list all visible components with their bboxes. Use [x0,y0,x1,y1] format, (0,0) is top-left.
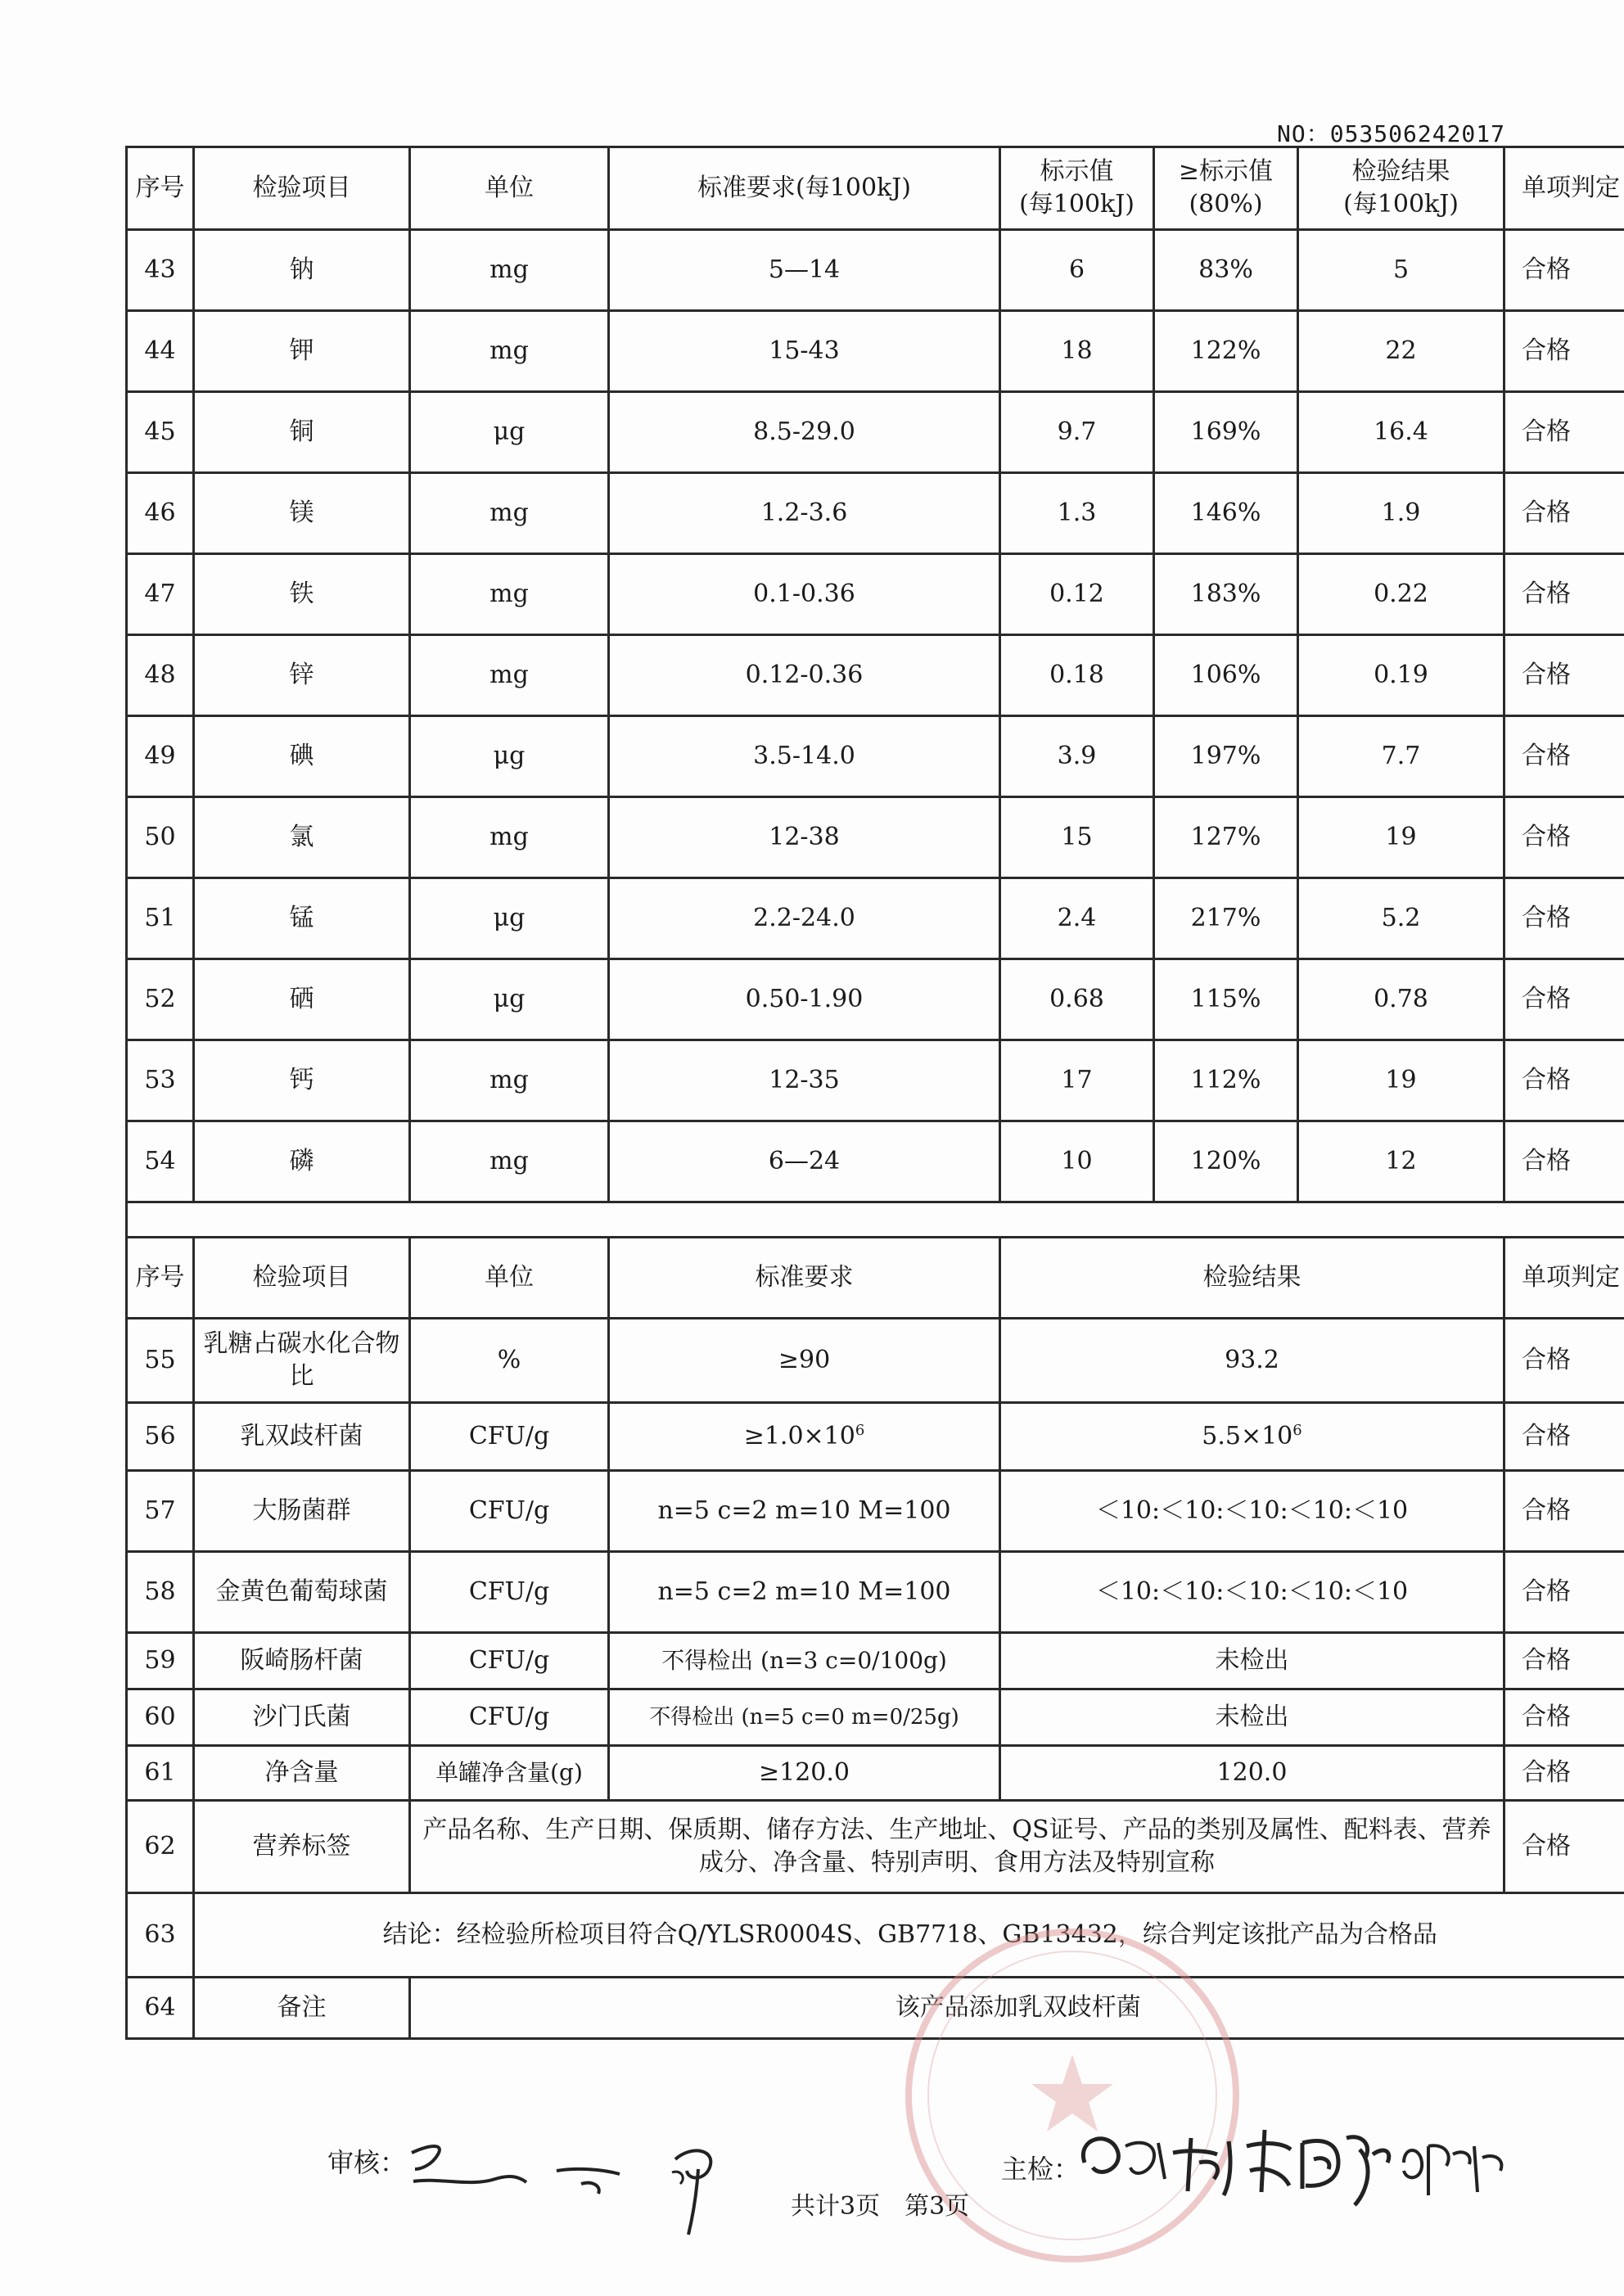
remark-row [127,1978,1624,2039]
row-standard [609,1403,1000,1471]
table-row [127,554,1624,635]
table-row [127,797,1624,878]
row-ge-label-pct: 197% [1154,716,1298,797]
row-result: 5.2 [1298,878,1504,959]
row-standard: 12-35 [609,1040,1000,1121]
table-row [127,1689,1624,1746]
row-judgment: 合格 [1504,1040,1624,1121]
row-unit: mg [410,797,609,878]
row-seq: 52 [127,959,194,1040]
row-seq: 44 [127,311,194,392]
row-item: 硒 [194,959,410,1040]
row-judgment: 合格 [1504,392,1624,473]
row-item: 磷 [194,1121,410,1202]
inspector-label: 主检： [1001,2154,1080,2185]
row-label-value: 0.68 [1000,959,1154,1040]
row-judgment: 合格 [1504,1746,1624,1801]
row-unit: CFU/g [410,1403,609,1471]
header-ge-label-line2: (80%) [1189,190,1263,219]
row-judgment: 合格 [1504,1319,1624,1403]
table-row [127,230,1624,311]
row-item: 阪崎肠杆菌 [194,1633,410,1689]
row-judgment: 合格 [1504,959,1624,1040]
row-item: 钠 [194,230,410,311]
table-row [127,1471,1624,1552]
row-unit: CFU/g [410,1689,609,1746]
table-row [127,1403,1624,1471]
row-unit: 单罐净含量(g) [410,1746,609,1801]
table-row [127,1746,1624,1801]
row-standard: 1.2-3.6 [609,473,1000,554]
row-ge-label-pct: 83% [1154,230,1298,311]
row-unit: mg [410,635,609,716]
row-result: 19 [1298,1040,1504,1121]
header2-result: 检验结果 [1000,1238,1504,1319]
row-result [1000,1403,1504,1471]
row-item: 沙门氏菌 [194,1689,410,1746]
row-result: 未检出 [1000,1633,1504,1689]
row-unit: CFU/g [410,1471,609,1552]
row-standard: 3.5-14.0 [609,716,1000,797]
inspector-signature [1068,2113,1527,2212]
row-result: 19 [1298,797,1504,878]
row-standard-base: ≥1.0×10 [743,1422,855,1450]
row-result: 未检出 [1000,1689,1504,1746]
reviewer-label: 审核： [327,2147,407,2178]
table-row [127,1121,1624,1202]
header-seq: 序号 [127,147,194,230]
table-row [127,311,1624,392]
row-ge-label-pct: 115% [1154,959,1298,1040]
row-unit: CFU/g [410,1633,609,1689]
row-ge-label-pct: 127% [1154,797,1298,878]
row-seq: 62 [127,1801,194,1893]
row-result: 0.19 [1298,635,1504,716]
row-result: 1.9 [1298,473,1504,554]
row-ge-label-pct: 183% [1154,554,1298,635]
row-label-value: 15 [1000,797,1154,878]
row-label-value: 17 [1000,1040,1154,1121]
row-ge-label-pct: 106% [1154,635,1298,716]
row-seq: 43 [127,230,194,311]
row-judgment: 合格 [1504,1552,1624,1633]
header-label-value-line1: 标示值 [1040,157,1114,186]
table-row [127,716,1624,797]
gap-cell [127,1202,1624,1238]
row-seq: 45 [127,392,194,473]
row-judgment: 合格 [1504,473,1624,554]
row-item: 锰 [194,878,410,959]
row-judgment: 合格 [1504,1471,1624,1552]
row-judgment: 合格 [1504,1801,1624,1893]
row-seq: 50 [127,797,194,878]
table-row [127,1552,1624,1633]
row-seq: 46 [127,473,194,554]
row-item: 钙 [194,1040,410,1121]
header-ge-label-line1: ≥标示值 [1178,157,1274,186]
row-item: 大肠菌群 [194,1471,410,1552]
row-item: 金黄色葡萄球菌 [194,1552,410,1633]
row-label-requirements: 产品名称、生产日期、保质期、储存方法、生产地址、QS证号、产品的类别及属性、配料表、营养成分、净含量、特别声明、食用方法及特别宣称 [410,1801,1504,1893]
table-row [127,1801,1624,1893]
row-unit: mg [410,1121,609,1202]
row-result: 93.2 [1000,1319,1504,1403]
row-judgment: 合格 [1504,1403,1624,1471]
header-judgment: 单项判定 [1504,147,1624,230]
row-judgment: 合格 [1504,1633,1624,1689]
table-row [127,1633,1624,1689]
row-item: 营养标签 [194,1801,410,1893]
row-result: ＜10:＜10:＜10:＜10:＜10 [1000,1471,1504,1552]
row-item: 镁 [194,473,410,554]
row-result: 0.22 [1298,554,1504,635]
row-ge-label-pct: 146% [1154,473,1298,554]
table-row [127,1319,1624,1403]
row-seq: 47 [127,554,194,635]
header-result-line2: (每100kJ) [1343,190,1459,219]
row-seq: 53 [127,1040,194,1121]
header-result-line1: 检验结果 [1351,157,1450,186]
table1-header-row [127,147,1624,230]
report-number: NO：053506242017 [1277,120,1506,147]
row-item: 铁 [194,554,410,635]
row-ge-label-pct: 120% [1154,1121,1298,1202]
row-seq: 63 [127,1893,194,1978]
row-seq: 55 [127,1319,194,1403]
header2-item: 检验项目 [194,1238,410,1319]
row-seq: 59 [127,1633,194,1689]
row-judgment: 合格 [1504,1689,1624,1746]
row-label-value: 10 [1000,1121,1154,1202]
row-standard: 8.5-29.0 [609,392,1000,473]
row-unit: μg [410,959,609,1040]
remark-label: 备注 [194,1978,410,2039]
header2-unit: 单位 [410,1238,609,1319]
row-judgment: 合格 [1504,230,1624,311]
row-standard: 不得检出 (n=3 c=0/100g) [609,1633,1000,1689]
row-item: 锌 [194,635,410,716]
table-row [127,1040,1624,1121]
header-item: 检验项目 [194,147,410,230]
row-standard: 不得检出 (n=5 c=0 m=0/25g) [609,1689,1000,1746]
row-label-value: 1.3 [1000,473,1154,554]
row-result-base: 5.5×10 [1202,1422,1293,1450]
row-label-value: 2.4 [1000,878,1154,959]
row-item: 铜 [194,392,410,473]
row-judgment: 合格 [1504,1121,1624,1202]
table-row [127,635,1624,716]
row-result: ＜10:＜10:＜10:＜10:＜10 [1000,1552,1504,1633]
row-ge-label-pct: 112% [1154,1040,1298,1121]
row-standard: 0.1-0.36 [609,554,1000,635]
row-judgment: 合格 [1504,797,1624,878]
row-unit: mg [410,473,609,554]
row-standard: 5—14 [609,230,1000,311]
conclusion-row [127,1893,1624,1978]
row-result: 22 [1298,311,1504,392]
row-seq: 56 [127,1403,194,1471]
row-ge-label-pct: 122% [1154,311,1298,392]
row-standard: 15-43 [609,311,1000,392]
row-seq: 54 [127,1121,194,1202]
row-result: 7.7 [1298,716,1504,797]
conclusion-text: 结论：经检验所检项目符合Q/YLSR0004S、GB7718、GB13432，综合判定该批产品为合格品 [194,1893,1624,1978]
row-ge-label-pct: 217% [1154,878,1298,959]
row-unit: mg [410,311,609,392]
row-unit: mg [410,230,609,311]
row-standard: ≥120.0 [609,1746,1000,1801]
row-seq: 49 [127,716,194,797]
row-label-value: 3.9 [1000,716,1154,797]
header-label-value-line2: (每100kJ) [1019,190,1135,219]
row-ge-label-pct: 169% [1154,392,1298,473]
row-judgment: 合格 [1504,635,1624,716]
row-standard: 2.2-24.0 [609,878,1000,959]
row-unit: μg [410,878,609,959]
row-result: 16.4 [1298,392,1504,473]
header-standard: 标准要求(每100kJ) [609,147,1000,230]
row-unit: mg [410,554,609,635]
row-seq: 61 [127,1746,194,1801]
row-judgment: 合格 [1504,311,1624,392]
row-unit: mg [410,1040,609,1121]
header2-seq: 序号 [127,1238,194,1319]
row-label-value: 9.7 [1000,392,1154,473]
row-item: 净含量 [194,1746,410,1801]
row-result: 5 [1298,230,1504,311]
row-unit: μg [410,716,609,797]
reviewer-signature [405,2120,749,2243]
row-item: 乳双歧杆菌 [194,1403,410,1471]
header2-judgment: 单项判定 [1504,1238,1624,1319]
header-label-value [1000,147,1154,230]
row-result: 12 [1298,1121,1504,1202]
row-label-value: 6 [1000,230,1154,311]
row-seq: 48 [127,635,194,716]
row-seq: 64 [127,1978,194,2039]
header-ge-label [1154,147,1298,230]
header2-standard: 标准要求 [609,1238,1000,1319]
header-unit: 单位 [410,147,609,230]
table-row [127,392,1624,473]
row-seq: 57 [127,1471,194,1552]
row-result-exponent: 6 [1292,1422,1302,1439]
table-gap-row [127,1202,1624,1238]
row-standard-exponent: 6 [855,1422,865,1439]
row-seq: 58 [127,1552,194,1633]
row-result: 0.78 [1298,959,1504,1040]
table-row [127,959,1624,1040]
row-standard: n=5 c=2 m=10 M=100 [609,1471,1000,1552]
row-unit: μg [410,392,609,473]
row-item: 乳糖占碳水化合物比 [194,1319,410,1403]
table2-header-row [127,1238,1624,1319]
row-item: 碘 [194,716,410,797]
row-seq: 51 [127,878,194,959]
row-seq: 60 [127,1689,194,1746]
remark-text: 该产品添加乳双歧杆菌 [410,1978,1624,2039]
row-judgment: 合格 [1504,878,1624,959]
page-count: 共计3页 第3页 [791,2192,970,2221]
row-label-value: 0.18 [1000,635,1154,716]
row-unit: % [410,1319,609,1403]
header-result [1298,147,1504,230]
row-label-value: 0.12 [1000,554,1154,635]
table-row [127,878,1624,959]
inspection-table [125,146,1624,2040]
row-judgment: 合格 [1504,716,1624,797]
row-standard: 0.12-0.36 [609,635,1000,716]
row-standard: 6—24 [609,1121,1000,1202]
row-standard: 0.50-1.90 [609,959,1000,1040]
row-judgment: 合格 [1504,554,1624,635]
row-item: 钾 [194,311,410,392]
row-standard: ≥90 [609,1319,1000,1403]
inspection-stamp [892,1915,1252,2276]
row-label-value: 18 [1000,311,1154,392]
row-unit: CFU/g [410,1552,609,1633]
row-standard: 12-38 [609,797,1000,878]
table-row [127,473,1624,554]
row-result: 120.0 [1000,1746,1504,1801]
row-item: 氯 [194,797,410,878]
row-standard: n=5 c=2 m=10 M=100 [609,1552,1000,1633]
